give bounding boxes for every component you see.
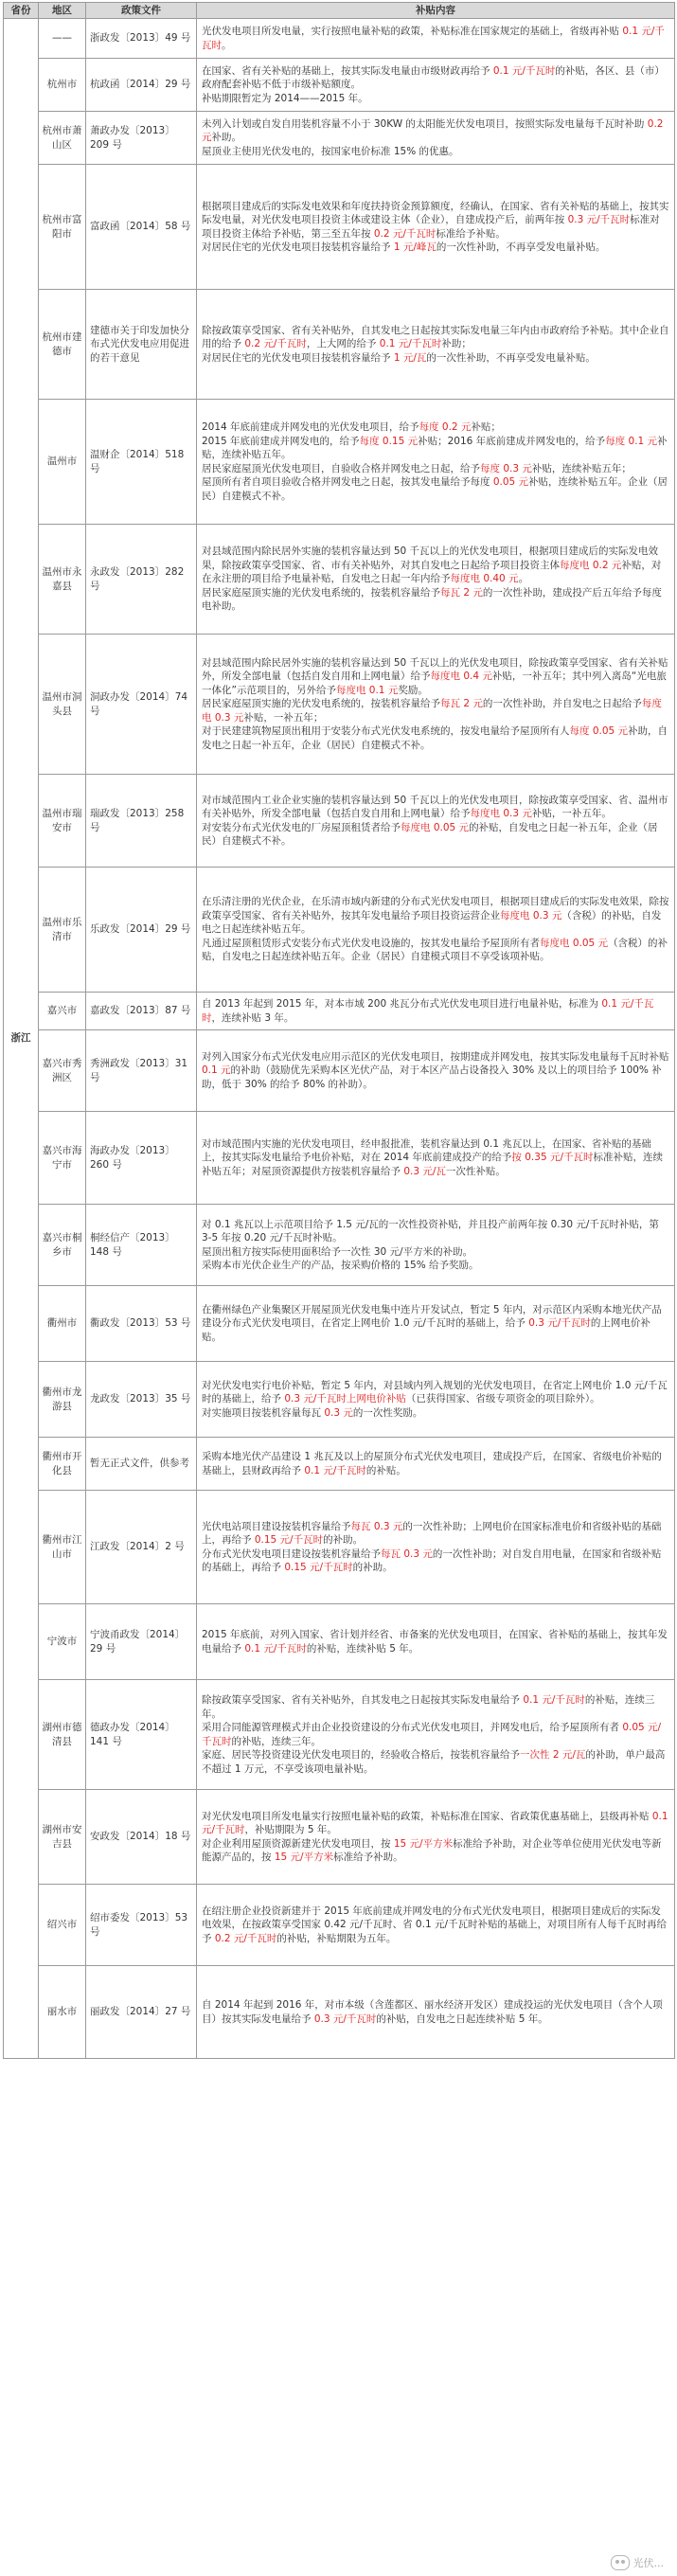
policy-cell: 龙政发〔2013〕35 号 <box>86 1362 197 1438</box>
table-row <box>4 1604 675 1680</box>
table-row <box>4 59 675 112</box>
content-text: 的一次性补助，建成投产后五年给予每度电补助。 <box>202 586 662 613</box>
content-paragraph <box>202 937 669 964</box>
content-paragraph <box>202 656 669 698</box>
subsidy-highlight: 0.1 元/千瓦时 <box>492 64 556 77</box>
content-text: 的一次性奖励。 <box>352 1406 423 1419</box>
content-paragraph <box>202 586 669 614</box>
header-region: 地区 <box>39 3 86 19</box>
watermark <box>611 2555 665 2570</box>
subsidy-highlight: 每瓦 0.3 元 <box>381 1547 433 1560</box>
subsidy-highlight: 0.2 元 <box>202 117 664 144</box>
subsidy-highlight: 0.15 元/千瓦时 <box>254 1534 324 1546</box>
content-text: 。 <box>222 39 232 51</box>
content-text: 屋顶业主使用光伏发电的，按国家电价标准 15% 的优惠。 <box>202 145 459 157</box>
content-cell <box>197 1112 675 1205</box>
table-row <box>4 1362 675 1438</box>
content-text: 标准给予补助，对企业等单位使用光伏发电等新能源产品的，按 <box>202 1837 662 1863</box>
content-text: 标准补贴，连续补贴五年；对屋顶资源提供方按装机容量给予 <box>202 1152 663 1177</box>
subsidy-highlight: 0.1 元/千瓦时 <box>202 998 654 1024</box>
subsidy-highlight: 每度电 0.40 元 <box>450 573 519 585</box>
content-text: 的补贴，连续三年。 <box>231 1735 321 1747</box>
table-row <box>4 1438 675 1491</box>
content-paragraph <box>202 1259 669 1273</box>
content-text: 在国家、省有关补贴的基础上，按其实际发电量由市级财政再给予 <box>202 64 493 77</box>
content-cell <box>197 59 675 112</box>
region-cell: 温州市瑞安市 <box>39 775 86 868</box>
content-text: ，连续补贴 3 年。 <box>211 1011 294 1024</box>
content-cell <box>197 868 675 993</box>
policy-cell: 杭政函〔2014〕29 号 <box>86 59 197 112</box>
content-text: ，上大网的给予 <box>306 338 380 350</box>
content-text: 补贴，连续补贴五年。企业（居民）自建模式不补。 <box>202 476 668 502</box>
subsidy-highlight: 每度 0.2 元 <box>419 421 472 433</box>
table-row <box>4 993 675 1030</box>
subsidy-highlight: 0.05 元 <box>492 476 529 488</box>
content-cell <box>197 1286 675 1362</box>
subsidy-highlight: 每瓦 2 元 <box>440 698 483 710</box>
policy-cell: 德政办发〔2014〕141 号 <box>86 1680 197 1790</box>
table-row <box>4 635 675 775</box>
table-row <box>4 525 675 635</box>
subsidy-policy-table <box>3 2 675 2059</box>
policy-cell: 永政发〔2013〕282 号 <box>86 525 197 635</box>
region-cell: 杭州市建德市 <box>39 290 86 400</box>
content-cell <box>197 1362 675 1438</box>
region-cell: 嘉兴市 <box>39 993 86 1030</box>
content-cell <box>197 1438 675 1491</box>
policy-cell: 衢政发〔2013〕53 号 <box>86 1286 197 1362</box>
content-text: 2014 年底前建成并网发电的光伏发电项目，给予 <box>202 421 419 433</box>
subsidy-highlight: 0.05 元/千瓦时 <box>202 1722 662 1747</box>
content-paragraph <box>202 1245 669 1260</box>
content-paragraph <box>202 435 669 462</box>
content-text: 自 2013 年起到 2015 年，对本市域 200 兆瓦分布式光伏发电项目进行电量补贴，标准为 <box>202 998 602 1010</box>
content-paragraph <box>202 475 669 503</box>
policy-cell: 暂无正式文件，供参考 <box>86 1438 197 1491</box>
content-cell <box>197 19 675 59</box>
content-text: 的补贴。 <box>365 1464 406 1476</box>
content-text: 补助； <box>441 338 472 350</box>
policy-cell: 桐经信产〔2013〕148 号 <box>86 1205 197 1286</box>
content-text: 的上网电价补贴。 <box>202 1317 650 1343</box>
content-text: 的补贴，自发电之日起一补五年，企业（居民）自建模式不补。 <box>202 821 658 847</box>
content-text: 补贴，一补五年。 <box>531 808 612 819</box>
content-paragraph <box>202 324 669 351</box>
content-text: 标准给予补助。 <box>333 1852 403 1863</box>
header-content: 补贴内容 <box>197 3 675 19</box>
policy-cell: 萧政办发〔2013〕209 号 <box>86 112 197 165</box>
content-paragraph <box>202 1810 669 1837</box>
table-row <box>4 165 675 290</box>
subsidy-highlight: 每度 0.05 元 <box>569 725 629 738</box>
table-row <box>4 1680 675 1790</box>
subsidy-highlight: 每度 0.3 元 <box>480 462 532 474</box>
content-text: 补贴； <box>471 421 501 433</box>
table-header-row <box>4 3 675 19</box>
content-paragraph <box>202 92 669 106</box>
content-text: 的补助，单户最高不超过 1 万元，不享受该项电量补贴。 <box>202 1749 666 1775</box>
content-text: 对县域范围内除民居外实施的装机容量达到 50 千瓦以上的光伏发电项目，根据项目建成后的实际发电效果，除按政策享受国家、省、市有关补贴外，对其自发电之日起给予项目投资主体 <box>202 546 659 571</box>
table-row <box>4 868 675 993</box>
table-row <box>4 1112 675 1205</box>
content-text: 对列入国家分布式光伏发电应用示范区的光伏发电项目，按期建成并网发电，按其实际发电量每千瓦时补贴 <box>202 1050 669 1063</box>
policy-cell: 浙政发〔2013〕49 号 <box>86 19 197 59</box>
policy-cell: 安政发〔2014〕18 号 <box>86 1790 197 1885</box>
content-text: 未列入计划或自发自用装机容量不小于 30KW 的太阳能光伏发电项目，按照实际发电量每千瓦时补助 <box>202 117 648 130</box>
subsidy-highlight: 1 元/瓦 <box>393 351 427 364</box>
content-paragraph <box>202 351 669 366</box>
content-cell <box>197 165 675 290</box>
content-text: 采购本地光伏产品建设 1 兆瓦及以上的屋顶分布式光伏发电项目，建成投产后，在国家、省级电价补贴的基础上，县财政再给予 <box>202 1451 662 1476</box>
content-paragraph <box>202 64 669 92</box>
content-cell <box>197 1790 675 1885</box>
content-paragraph <box>202 1837 669 1865</box>
table-row <box>4 112 675 165</box>
content-paragraph <box>202 821 669 849</box>
table-row <box>4 1030 675 1112</box>
content-text: 对安装分布式光伏发电的厂房屋顶租赁者给予 <box>202 821 401 833</box>
subsidy-highlight: 0.1 元/千瓦时 <box>523 1694 585 1706</box>
content-text: 的一次性补助；上网电价在国家标准电价和省级补贴的基础上，再给予 <box>202 1520 662 1546</box>
content-text: 2015 年底前建成并网发电的，给予 <box>202 435 360 447</box>
region-cell: 嘉兴市秀洲区 <box>39 1030 86 1112</box>
content-paragraph <box>202 1628 669 1655</box>
region-cell: 嘉兴市桐乡市 <box>39 1205 86 1286</box>
subsidy-highlight: 0.1 元 <box>202 1064 231 1077</box>
content-paragraph <box>202 420 669 435</box>
content-text: 屋顶所有者自项目验收合格并网发电之日起，按其发电量给予每度 <box>202 476 493 488</box>
region-cell: 衢州市开化县 <box>39 1438 86 1491</box>
content-text: 补贴，连续补贴五年； <box>531 462 632 474</box>
content-cell <box>197 400 675 525</box>
content-text: 。 <box>518 573 529 585</box>
table-row <box>4 1205 675 1286</box>
subsidy-highlight: 0.3 元/千瓦时上网电价补贴 <box>284 1393 406 1405</box>
content-paragraph <box>202 545 669 586</box>
table-row <box>4 1885 675 1966</box>
content-text: 在乐清注册的光伏企业，在乐清市域内新建的分布式光伏发电项目，根据项目建成后的实际发电效果，除按政策享受国家、省有关补贴外，按其年发电量给予项目投资运营企业 <box>202 896 669 921</box>
subsidy-highlight: 0.3 元/千瓦时 <box>313 2012 377 2025</box>
content-text: 家庭、居民等投资建设光伏发电项目的，经验收合格后，按装机容量给予 <box>202 1749 520 1761</box>
content-text: 的一次性补助，不再享受发电量补贴。 <box>426 351 596 364</box>
content-paragraph <box>202 1748 669 1776</box>
content-paragraph <box>202 1050 669 1092</box>
content-cell <box>197 635 675 775</box>
content-paragraph <box>202 1547 669 1575</box>
content-text: 光伏电站项目建设按装机容量给予 <box>202 1520 351 1532</box>
subsidy-highlight: 0.3 元/千瓦时 <box>567 214 631 225</box>
content-cell <box>197 525 675 635</box>
subsidy-highlight: 每度电 0.4 元 <box>430 671 492 683</box>
header-policy: 政策文件 <box>86 3 197 19</box>
table-row <box>4 1790 675 1885</box>
policy-cell: 富政函〔2014〕58 号 <box>86 165 197 290</box>
subsidy-highlight: 0.3 元/瓦 <box>403 1165 446 1177</box>
content-text: 对 0.1 兆瓦以上示范项目给予 1.5 元/瓦的一次性投资补贴，并且投产前两年按 0.30 元/千瓦时补贴，第 3-5 年按 0.20 元/千瓦时补贴。 <box>202 1218 659 1243</box>
subsidy-highlight: 0.1 元/千瓦时 <box>304 1464 366 1476</box>
content-paragraph <box>202 145 669 159</box>
content-paragraph <box>202 117 669 145</box>
content-text: ，补贴期限为 5 年。 <box>244 1824 337 1835</box>
content-text: 的一次性补助，并自发电之日起给予 <box>482 698 642 710</box>
policy-cell: 江政发〔2014〕2 号 <box>86 1491 197 1604</box>
policy-cell: 海政办发〔2013〕260 号 <box>86 1112 197 1205</box>
table-row <box>4 775 675 868</box>
table-row <box>4 1286 675 1362</box>
content-paragraph <box>202 462 669 476</box>
subsidy-highlight: 每度 0.15 元 <box>359 435 419 447</box>
region-cell: 杭州市 <box>39 59 86 112</box>
content-text: 补贴，一补五年； <box>243 711 324 724</box>
subsidy-highlight: 0.2 元/千瓦时 <box>214 1932 277 1944</box>
policy-cell: 绍市委发〔2013〕53 号 <box>86 1885 197 1966</box>
content-cell <box>197 1604 675 1680</box>
content-text: 对市域范围内实施的光伏发电项目，经申报批准，装机容量达到 0.1 兆瓦以上，在国家、省补贴的基础上，按其实际发电量给予电价补贴，对在 2014 年底前建成投产的给予 <box>202 1137 651 1164</box>
content-paragraph <box>202 794 669 821</box>
content-text: 一次性补贴。 <box>445 1165 506 1177</box>
region-cell: 衢州市龙游县 <box>39 1362 86 1438</box>
watermark-text: 光伏... <box>632 2557 664 2569</box>
table-row <box>4 1491 675 1604</box>
content-text: 的一次性补助，不再享受发电量补贴。 <box>436 242 606 253</box>
policy-cell: 宁波甬政发〔2014〕29 号 <box>86 1604 197 1680</box>
content-text: 对居民住宅的光伏发电项目按装机容量给予 <box>202 351 394 364</box>
content-text: 补贴，一补五年；其中列入离岛“光电旅一体化”示范项目的，另外给予 <box>202 671 667 696</box>
content-paragraph <box>202 724 669 752</box>
region-cell: 衢州市 <box>39 1286 86 1362</box>
policy-cell: 秀洲政发〔2013〕31 号 <box>86 1030 197 1112</box>
subsidy-highlight: 每度电 0.3 元 <box>202 698 662 724</box>
content-paragraph <box>202 997 669 1025</box>
content-text: 采购本市光伏企业生产的产品，按采购价格的 15% 给予奖励。 <box>202 1260 479 1271</box>
content-text: 对企业利用屋顶资源新建光伏发电项目，按 <box>202 1837 394 1850</box>
subsidy-highlight: 0.3 元 <box>324 1406 353 1419</box>
content-text: 凡通过屋顶租赁形式安装分布式光伏发电设施的，按其发电量给予屋顶所有者 <box>202 937 540 949</box>
content-paragraph <box>202 241 669 255</box>
content-text: 的补贴，连续补贴 5 年。 <box>306 1642 419 1655</box>
content-paragraph <box>202 25 669 52</box>
content-text: 的补助。 <box>352 1562 393 1573</box>
wechat-icon <box>611 2555 630 2570</box>
content-text: 的一次性补助；对自发自用电量，在国家和省级补贴的基础上，再给予 <box>202 1547 662 1573</box>
region-cell: 杭州市萧山区 <box>39 112 86 165</box>
region-cell: 宁波市 <box>39 1604 86 1680</box>
content-text: 2015 年底前，对列入国家、省计划并经省、市备案的光伏发电项目，在国家、省补贴的基础上，按其年发电量给予 <box>202 1629 668 1655</box>
content-text: 的补贴，连续三年。 <box>202 1694 655 1720</box>
content-text: 居民家庭屋顶光伏发电项目，自验收合格并网发电之日起，给予 <box>202 462 480 474</box>
region-cell: 温州市洞头县 <box>39 635 86 775</box>
region-cell: 衢州市江山市 <box>39 1491 86 1604</box>
subsidy-highlight: 0.2 元/千瓦时 <box>373 227 436 240</box>
subsidy-highlight: 每度电 0.2 元 <box>560 559 622 571</box>
content-cell <box>197 775 675 868</box>
subsidy-highlight: 15 元/平方米 <box>393 1837 454 1850</box>
content-text: 对光伏发电实行电价补贴，暂定 5 年内，对县域内列入规划的光伏发电项目，在省定上网电价 1.0 元/千瓦时的基础上，给予 <box>202 1379 668 1405</box>
content-paragraph <box>202 1998 669 2026</box>
content-cell <box>197 1030 675 1112</box>
content-text: 标准对项目投资主体给予补贴，第三至五年按 <box>202 214 660 240</box>
subsidy-highlight: 0.2 元/千瓦时 <box>244 338 307 350</box>
content-text: 除按政策享受国家、省有关补贴外，自其发电之日起按其实际发电量给予 <box>202 1694 524 1706</box>
content-text: 补贴期限暂定为 2014——2015 年。 <box>202 92 368 104</box>
subsidy-highlight: 每度电 0.3 元 <box>470 808 532 819</box>
subsidy-highlight: 0.1 元/千瓦时 <box>379 338 442 350</box>
region-cell: 绍兴市 <box>39 1885 86 1966</box>
content-paragraph <box>202 200 669 242</box>
content-text: 自 2014 年起到 2016 年，对市本级（含莲都区、丽水经济开发区）建成投运的光伏发电项目（含个人项目）按其实际发电量给予 <box>202 1999 663 2025</box>
content-text: 除按政策享受国家、省有关补贴外，自其发电之日起按其实际发电量三年内由市政府给予补贴。其中企业自用的给予 <box>202 324 669 350</box>
content-cell <box>197 290 675 400</box>
policy-cell: 建德市关于印发加快分布式光伏发电应用促进的若干意见 <box>86 290 197 400</box>
content-text: 对光伏发电项目所发电量实行按照电量补贴的政策，补贴标准在国家、省政策优惠基础上，县级再补贴 <box>202 1810 652 1822</box>
content-text: 采用合同能源管理模式并由企业投资建设的分布式光伏发电项目，并网发电后，给予屋顶所有者 <box>202 1722 623 1733</box>
region-cell: 丽水市 <box>39 1966 86 2059</box>
content-text: 的补贴，各区、县（市）政府配套补贴不低于市级补贴额度。 <box>202 64 665 91</box>
content-text: 屋顶出租方按实际使用面积给予一次性 30 元/平方米的补助。 <box>202 1245 473 1258</box>
table-body <box>4 19 675 2059</box>
content-text: 居民家庭屋顶实施的光伏发电系统的，按装机容量给予 <box>202 586 440 599</box>
region-cell: 湖州市安吉县 <box>39 1790 86 1885</box>
subsidy-highlight: 每度电 0.1 元 <box>335 684 399 696</box>
content-paragraph <box>202 1450 669 1477</box>
subsidy-highlight: 0.3 元/千瓦时 <box>528 1317 591 1330</box>
content-text: 对居民住宅的光伏发电项目按装机容量给予 <box>202 242 394 253</box>
content-cell <box>197 1680 675 1790</box>
subsidy-highlight: 每度电 0.05 元 <box>401 821 470 833</box>
region-cell: —— <box>39 19 86 59</box>
subsidy-highlight: 0.1 元/千瓦时 <box>202 26 665 51</box>
subsidy-highlight: 每度电 0.05 元 <box>540 937 609 949</box>
content-text: 补助。 <box>211 132 241 144</box>
content-cell <box>197 1966 675 2059</box>
subsidy-highlight: 0.15 元/千瓦时 <box>284 1562 353 1573</box>
content-text: （含税）的补贴，自发电之日起连续补贴五年。企业（居民）自建模式项目不享受该项补贴。 <box>202 937 668 963</box>
region-cell: 湖州市德清县 <box>39 1680 86 1790</box>
content-paragraph <box>202 1721 669 1748</box>
subsidy-highlight: 0.1 元/千瓦时 <box>244 1642 307 1655</box>
content-text: 补贴；2016 年底前建成并网发电的，给予 <box>418 435 606 447</box>
subsidy-highlight: 每瓦 2 元 <box>440 586 483 599</box>
content-text: 的补助（鼓励优先采购本区光伏产品，对于本区产品占设备投入 30% 及以上的项目给予 100% 补助，低于 30% 的给予 80% 的补助）。 <box>202 1064 662 1090</box>
content-text: 居民家庭屋顶实施的光伏发电系统的，按装机容量给予 <box>202 698 440 710</box>
content-paragraph <box>202 1137 669 1179</box>
content-text: 分布式光伏发电项目建设按装机容量给予 <box>202 1547 381 1560</box>
content-text: 补助，自发电之日起一补五年，企业（居民）自建模式不补。 <box>202 725 668 751</box>
policy-cell: 温财企〔2014〕518 号 <box>86 400 197 525</box>
content-text: 根据项目建成后的实际发电效果和年度扶持资金预算额度，经确认，在国家、省有关补贴的基础上，按其实际发电量，对光伏发电项目投资主体或建设主体（企业），自建成投产后，前两年按 <box>202 200 669 225</box>
content-text: 的补贴，补贴期限为五年。 <box>276 1932 397 1944</box>
subsidy-highlight: 0.1 元/千瓦时 <box>202 1810 668 1835</box>
policy-cell: 洞政办发〔2014〕74 号 <box>86 635 197 775</box>
content-text: 光伏发电项目所发电量，实行按照电量补贴的政策，补贴标准在国家规定的基础上，省级再补贴 <box>202 26 623 37</box>
content-text: 的补助。 <box>323 1534 364 1546</box>
content-text: 标准给予补贴。 <box>436 227 506 240</box>
content-text: 对县域范围内除民居外实施的装机容量达到 50 千瓦以上的光伏发电项目，除按政策享受国家、省有关补贴外，所发全部电量（包括自发自用和上网电量）给予 <box>202 656 668 683</box>
content-paragraph <box>202 1379 669 1406</box>
content-paragraph <box>202 1693 669 1721</box>
content-paragraph <box>202 1905 669 1946</box>
policy-cell: 瑞政发〔2013〕258 号 <box>86 775 197 868</box>
region-cell: 温州市乐清市 <box>39 868 86 993</box>
table-row <box>4 290 675 400</box>
content-paragraph <box>202 1520 669 1547</box>
content-cell <box>197 112 675 165</box>
content-text: 对市域范围内工业企业实施的装机容量达到 50 千瓦以上的光伏发电项目，除按政策享受国家、省、温州市有关补贴外，所发全部电量（包括自发自用和上网电量）给予 <box>202 794 668 819</box>
subsidy-highlight: 每度电 0.3 元 <box>500 909 562 921</box>
content-paragraph <box>202 1406 669 1421</box>
content-text: 在衢州绿色产业集聚区开展屋顶光伏发电集中连片开发试点，暂定 5 年内，对示范区内采购本地光伏产品建设分布式光伏发电项目，在省定上网电价 1.0 元/千瓦时的基础上，给予 <box>202 1303 662 1330</box>
table-row <box>4 1966 675 2059</box>
content-paragraph <box>202 1303 669 1345</box>
subsidy-highlight: 每度 0.1 元 <box>605 435 658 447</box>
content-paragraph <box>202 1218 669 1245</box>
content-text: 对于民建建筑物屋顶出租用于安装分布式光伏发电系统的，按发电量给予屋顶所有人 <box>202 725 570 738</box>
content-text: 在绍注册企业投资新建并于 2015 年底前建成并网发电的分布式光伏发电项目，根据项目建成后的实际发电效果，在按政策享受国家 0.42 元/千瓦时、省 0.1 元/千瓦时补贴的基础上，对项目所有人每千瓦时再给予 <box>202 1905 668 1944</box>
policy-cell: 乐政发〔2014〕29 号 <box>86 868 197 993</box>
table-row <box>4 19 675 59</box>
content-text: 奖励。 <box>398 684 428 696</box>
content-cell <box>197 1491 675 1604</box>
content-cell <box>197 993 675 1030</box>
subsidy-highlight: 每瓦 0.3 元 <box>350 1520 403 1532</box>
subsidy-highlight: 1 元/峰瓦 <box>393 242 436 253</box>
content-paragraph <box>202 697 669 724</box>
subsidy-highlight: 15 元/平方米 <box>274 1852 334 1863</box>
region-cell: 温州市 <box>39 400 86 525</box>
content-text: （含税）的补贴，自发电之日起连续补贴五年。 <box>202 909 662 936</box>
province-cell: 浙江 <box>4 19 39 2059</box>
header-province: 省份 <box>4 3 39 19</box>
region-cell: 嘉兴市海宁市 <box>39 1112 86 1205</box>
policy-cell: 丽政发〔2014〕27 号 <box>86 1966 197 2059</box>
content-cell <box>197 1205 675 1286</box>
subsidy-highlight: 按 0.35 元/千瓦时 <box>511 1152 594 1164</box>
region-cell: 温州市永嘉县 <box>39 525 86 635</box>
content-text: （已获得国家、省级专项资金的项目除外）。 <box>405 1393 600 1405</box>
subsidy-highlight: 一次性 2 元/瓦 <box>520 1749 586 1761</box>
content-cell <box>197 1885 675 1966</box>
content-paragraph <box>202 895 669 937</box>
region-cell: 杭州市富阳市 <box>39 165 86 290</box>
content-text: 补贴，对在永注册的项目给予电量补贴，自发电之日起一年内给予 <box>202 559 662 585</box>
policy-cell: 嘉政发〔2013〕87 号 <box>86 993 197 1030</box>
content-text: 对实施项目按装机容量每瓦 <box>202 1406 325 1419</box>
content-text: 的补贴，自发电之日起连续补贴 5 年。 <box>376 2012 548 2025</box>
table-row <box>4 400 675 525</box>
content-text: 补贴，连续补贴五年。 <box>202 435 668 460</box>
